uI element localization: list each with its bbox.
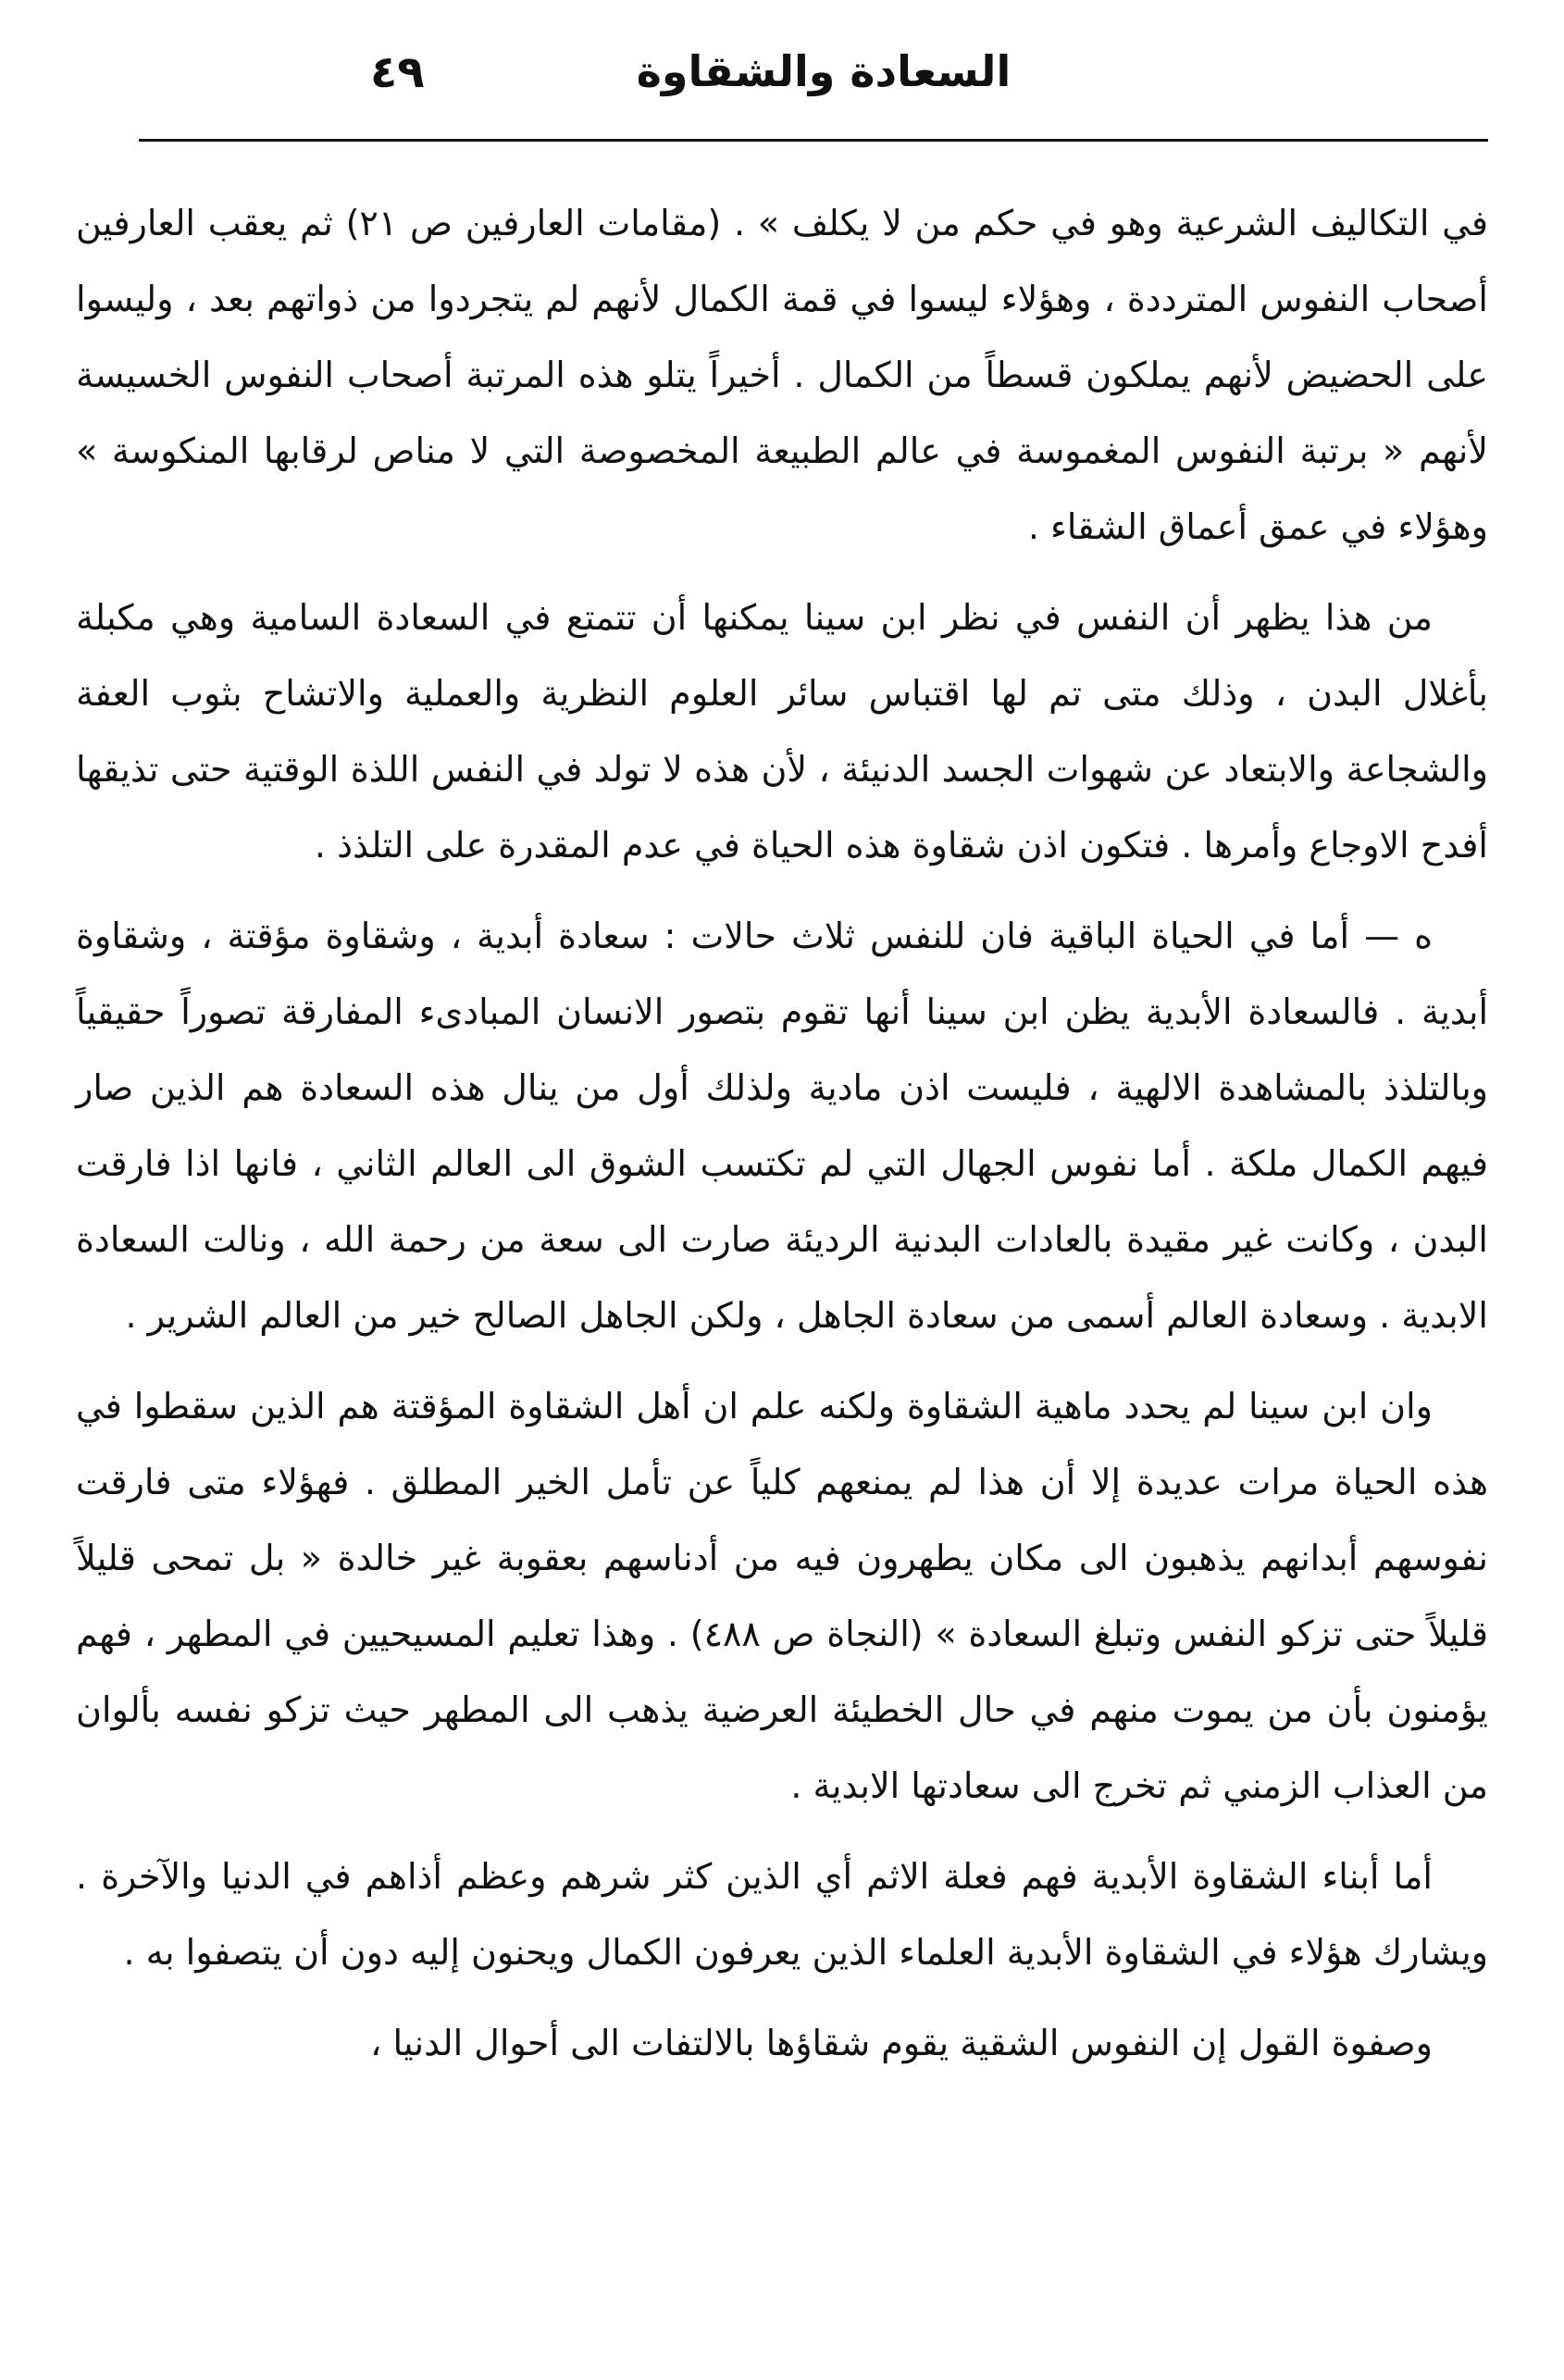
paragraph-3: ه — أما في الحياة الباقية فان للنفس ثلاث حالات : سعادة أبدية ، وشقاوة مؤقتة ، وشقاوة أبدية . فالسعادة الأبدية يظن ابن سينا أنها تقوم بتصور الانسان المبادىء المفارقة تصوراً حقيقياً وبالتلذذ بالمشاهدة الالهية ، فليست اذن مادية ولذلك أول من ينال هذه السعادة هم الذين صار فيهم الكمال ملكة . أما نفوس الجهال التي لم تكتسب الشوق الى العالم الثاني ، فانها اذا فارقت البدن ، وكانت غير مقيدة بالعادات البدنية الرديئة صارت الى سعة من رحمة الله ، ونالت السعادة الابدية . وسعادة العالم أسمى من سعادة الجاهل ، ولكن الجاهل الصالح خير من العالم الشرير . [76,916,1488,1336]
header-divider-rule [139,139,1488,142]
paragraph-5: أما أبناء الشقاوة الأبدية فهم فعلة الاثم أي الذين كثر شرهم وعظم أذاهم في الدنيا والآخرة . ويشارك هؤلاء في الشقاوة الأبدية العلماء الذين يعرفون الكمال ويحنون إليه دون أن يتصفوا به . [76,1856,1488,1973]
paragraph-4: وان ابن سينا لم يحدد ماهية الشقاوة ولكنه علم ان أهل الشقاوة المؤقتة هم الذين سقطوا في هذه الحياة مرات عديدة إلا أن هذا لم يمنعهم كلياً عن تأمل الخير المطلق . فهؤلاء متى فارقت نفوسهم أبدانهم يذهبون الى مكان يطهرون فيه من أدناسهم بعقوبة غير خالدة « بل تمحى قليلاً قليلاً حتى تزكو النفس وتبلغ السعادة » (النجاة ص ٤٨٨) . وهذا تعليم المسيحيين في المطهر ، فهم يؤمنون بأن من يموت منهم في حال الخطيئة العرضية يذهب الى المطهر حيث تزكو نفسه بألوان من العذاب الزمني ثم تخرج الى سعادتها الابدية . [76,1386,1489,1806]
paragraph-6: وصفوة القول إن النفوس الشقية يقوم شقاؤها بالالتفات الى أحوال الدنيا ، [370,2023,1433,2063]
running-header [93,37,1471,102]
paragraph-2: من هذا يظهر أن النفس في نظر ابن سينا يمكنها أن تتمتع في السعادة السامية وهي مكبلة بأغلال البدن ، وذلك متى تم لها اقتباس سائر العلوم النظرية والعملية والاتشاح بثوب العفة والشجاعة والابتعاد عن شهوات الجسد الدنيئة ، لأن هذه لا تولد في النفس اللذة الوقتية حتى تذيقها أفدح الاوجاع وأمرها . فتكون اذن شقاوة هذه الحياة في عدم المقدرة على التلذذ . [76,597,1488,866]
body-text [76,185,1488,2081]
running-title: السعادة والشقاوة [636,46,1012,96]
page-number: ٤٩ [370,46,425,98]
paragraph-1: في التكاليف الشرعية وهو في حكم من لا يكلف » . (مقامات العارفين ص ٢١) ثم يعقب العارفين أصحاب النفوس المترددة ، وهؤلاء ليسوا في قمة الكمال لأنهم لم يتجردوا من ذواتهم بعد ، وليسوا على الحضيض لأنهم يملكون قسطاً من الكمال . أخيراً يتلو هذه المرتبة أصحاب النفوس الخسيسة لأنهم « برتبة النفوس المغموسة في عالم الطبيعة المخصوصة التي لا مناص لرقابها المنكوسة » وهؤلاء في عمق أعماق الشقاء . [76,203,1488,547]
